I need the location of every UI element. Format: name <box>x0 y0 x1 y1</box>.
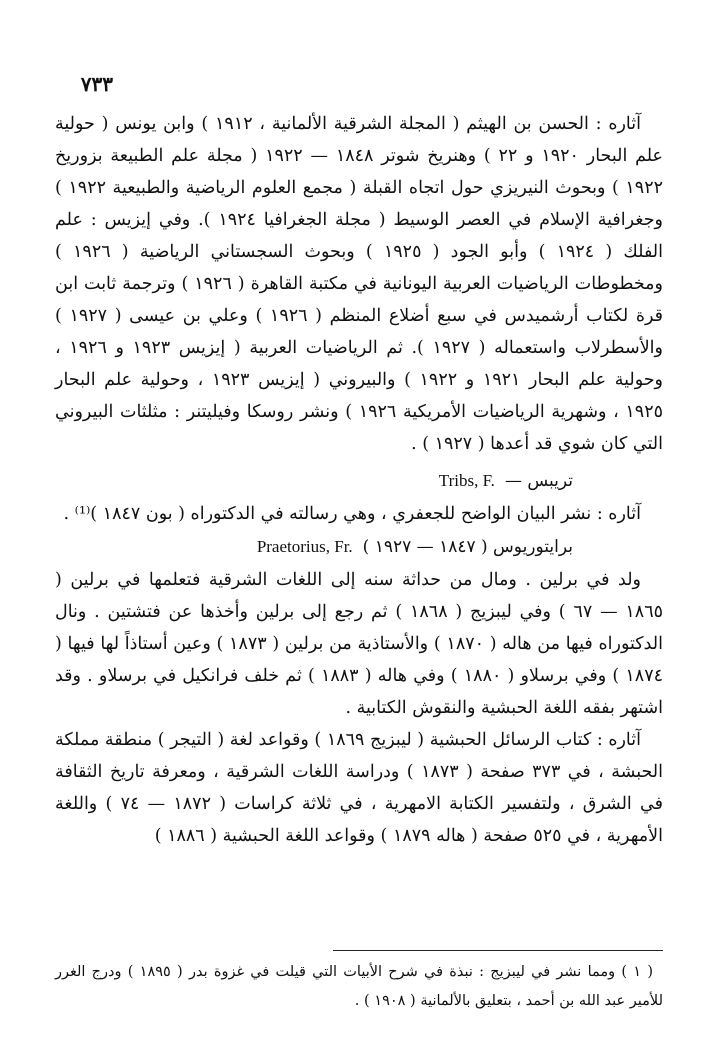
entry-heading-praetorius <box>55 530 573 564</box>
footnote-1: ( ١ ) ومما نشر في ليبزيج : نبذة في شرح الأبيات التي قيلت في غزوة بدر ( ١٨٩٥ ) ودرج الغرر للأمير عبد الله بن أحمد ، بتعليق بالألمانية ( ١٩٠٨ ) . <box>55 964 663 1009</box>
paragraph-praetorius-bio: ولد في برلين . ومال من حداثة سنه إلى اللغات الشرقية فتعلمها في برلين ( ١٨٦٥ — ٦٧ ) وفي ليبزيج ( ١٨٦٨ ) ثم رجع إلى برلين وأخذها عن فتشتين . ونال الدكتوراه فيها من هاله ( ١٨٧٠ ) والأستاذية من برلين ( ١٨٧٣ ) وعين أستاذاً لها فيها ( ١٨٧٤ ) وفي برسلاو ( ١٨٨٠ ) وفي هاله ( ١٨٨٣ ) ثم خلف فرانكيل في برسلاو . وقد اشتهر بفقه اللغة الحبشية والنقوش الكتابية . <box>55 570 663 718</box>
footnote-divider <box>333 950 663 951</box>
entry-heading-praetorius-ar: برايتوريوس ( ١٨٤٧ — ١٩٢٧ ) <box>362 537 573 557</box>
paragraph-tribs-works: آثاره : نشر البيان الواضح للجعفري ، وهي رسالته في الدكتوراه ( بون ١٨٤٧ )⁽¹⁾ . <box>63 504 641 524</box>
entry-heading-praetorius-latin: Praetorius, Fr. <box>256 537 353 556</box>
entry-heading-tribs-ar: تريبس — <box>504 471 573 491</box>
main-text <box>55 108 663 852</box>
footnote <box>55 958 663 1016</box>
entry-heading-tribs-latin: Tribs, F. <box>438 471 495 490</box>
entry-heading-tribs <box>55 464 573 498</box>
paragraph-praetorius-works: آثاره : كتاب الرسائل الحبشية ( ليبزيج ١٨٦٩ ) وقواعد لغة ( التيجر ) منطقة مملكة الحبشة ، في ٣٧٣ صفحة ( ١٨٧٣ ) ودراسة اللغات الشرقية ، ومعرفة تاريخ الثقافة في الشرق ، ولتفسير الكتابة الامهرية ، في ثلاثة كراسات ( ١٨٧٢ — ٧٤ ) واللغة الأمهرية ، في ٥٢٥ صفحة ( هاله ١٨٧٩ ) وقواعد اللغة الحبشية ( ١٨٨٦ ) <box>55 730 663 846</box>
paragraph-works-previous: آثاره : الحسن بن الهيثم ( المجلة الشرقية الألمانية ، ١٩١٢ ) وابن يونس ( حولية علم البحار ١٩٢٠ و ٢٢ ) وهنريخ شوتر ١٨٤٨ — ١٩٢٢ ( مجلة علم الطبيعة بزوريخ ١٩٢٢ ) وبحوث النيريزي حول اتجاه القبلة ( مجمع العلوم الرياضية والطبيعية ١٩٢٢ ) وجغرافية الإسلام في العصر الوسيط ( مجلة الجغرافيا ١٩٢٤ ). وفي إيزيس : علم الفلك ( ١٩٢٤ ) وأبو الجود ( ١٩٢٥ ) وبحوث السجستاني الرياضية ( ١٩٢٦ ) ومخطوطات الرياضيات العربية اليونانية في مكتبة القاهرة ( ١٩٢٦ ) وترجمة ثابت ابن قرة لكتاب أرشميدس في سبع أضلاع المنظم ( ١٩٢٦ ) وعلي بن عيسى ( ١٩٢٧ ) والأسطرلاب واستعماله ( ١٩٢٧ ). ثم الرياضيات العربية ( إيزيس ١٩٢٣ و ١٩٢٦ ، وحولية علم البحار ١٩٢١ و ١٩٢٢ ) والبيروني ( إيزيس ١٩٢٣ ، وحولية علم البحار ١٩٢٥ ، وشهرية الرياضيات الأمريكية ١٩٢٦ ) ونشر روسكا وفيليتنر : مثلثات البيروني التي كان شوي قد أعدها ( ١٩٢٧ ) . <box>55 114 664 454</box>
page-number: ٧٣٣ <box>80 72 113 96</box>
